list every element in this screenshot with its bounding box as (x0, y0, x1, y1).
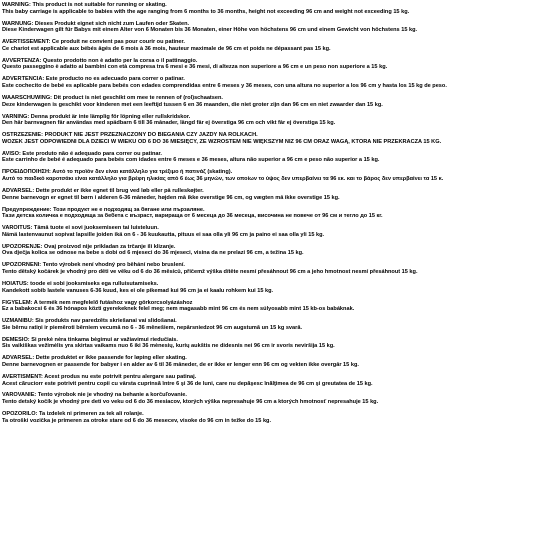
warning-text: This baby carriage is applicable to babies with the age ranging from 6 months to 36 months, height not exceeding 96 cm and weight not exceeding 15 kg. (2, 8, 410, 15)
warning-text: Tento dětský kočárek je vhodný pro děti ve věku od 6 do 36 měsíců, přičemž výška dítěte nesmí přesáhnout 96 cm a jeho hmotnost nesmí přesáhnout 15 kg. (2, 269, 418, 276)
warning-text: Este carrinho de bebé é adequado para bebés com idades entre 6 meses e 36 meses, altura não superior a 96 cm e peso não superior a 15 kg. (2, 157, 380, 164)
warning-block (2, 225, 548, 238)
warning-heading: UPOZORNĚNÍ: Tento výrobek není vhodný pro běhání nebo bruslení. (2, 262, 185, 269)
warning-block (2, 39, 548, 52)
warning-heading: UPOZORENJE: Ovaj proizvod nije prikladan za trčanje ili klizanje. (2, 243, 176, 250)
warning-heading: WARNUNG: Dieses Produkt eignet sich nicht zum Laufen oder Skaten. (2, 20, 190, 27)
warning-heading: ADVERTENCIA: Este producto no es adecuado para correr o patinar. (2, 76, 185, 83)
warning-block (2, 355, 548, 368)
warning-block (2, 318, 548, 331)
warning-block (2, 411, 548, 424)
warning-text: Тази детска количка е подходяща за бебета с възраст, варираща от 6 месеца до 36 месеца, височина не повече от 96 см и тегло до 15 кг. (2, 213, 383, 220)
warning-heading: ΠΡΟΕΙΔΟΠΟΙΗΣΗ: Αυτό το προϊόν δεν είναι κατάλληλο για τρέξιμο ή πατινάζ (skating). (2, 169, 233, 176)
warning-text: Šie bērnu ratiņi ir piemēroti bērniem vecumā no 6 - 36 mēnešiem, nepārsniedzot 96 cm augstumā un 15 kg svarā. (2, 324, 302, 331)
warning-block (2, 58, 548, 71)
warning-block (2, 21, 548, 34)
warning-text: Tento detský kočík je vhodný pre deti vo veku od 6 do 36 mesiacov, ktorých výška nepresahuje 96 cm a ktorých hmotnosť nepresahuje 15 kg. (2, 399, 379, 406)
warning-text: Deze kinderwagen is geschikt voor kinderen met een leeftijd tussen 6 en 36 maanden, die niet groter zijn dan 96 cm en niet zwaarder dan 15 kg. (2, 101, 383, 108)
warning-text: Denne barnevogn er egnet til børn i alderen 6-36 måneder, højden må ikke overstige 96 cm, og vægten må ikke overstige 15 kg. (2, 194, 340, 201)
warning-block (2, 2, 548, 15)
warning-text: Este cochecito de bebé es aplicable para bebés con edades comprendidas entre 6 meses y 36 meses, con una altura no superior a los 96 cm y hasta los 15 kg de peso. (2, 83, 447, 90)
warning-heading: WAARSCHUWING: Dit product is niet geschikt om mee te rennen of (rol)schaatsen. (2, 94, 223, 101)
warning-heading: FIGYELEM: A termék nem megfelelő futáshoz vagy görkorcsolyázáshoz (2, 299, 193, 306)
warning-block (2, 169, 548, 182)
warning-heading: AVISO: Este produto não é adequado para correr ou patinar. (2, 150, 162, 157)
warning-block (2, 374, 548, 387)
warning-block (2, 300, 548, 313)
warning-block (2, 151, 548, 164)
warning-text: Šis vaikiškas vežimėlis yra skirtas vaikams nuo 6 iki 36 mėnesių, kurių aukštis ne didesnis nei 96 cm ir svoris neviršija 15 kg. (2, 343, 335, 350)
warning-heading: HOIATUS: toode ei sobi jooksmiseks ega rulluisutamiseks. (2, 280, 159, 287)
warning-block (2, 281, 548, 294)
warning-block (2, 262, 548, 275)
warning-text: Αυτό το παιδικό καροτσάκι είναι κατάλληλο για βρέφη ηλικίας από 6 έως 36 μηνών, των οποίων το ύψος δεν υπερβαίνει τα 96 εκ. και το βάρος δεν υπερβαίνει τα 15 κ. (2, 176, 444, 183)
warning-heading: UZMANĪBU: Šis produkts nav paredzēts skriešanai vai slidošanai. (2, 318, 177, 325)
warning-heading: OSTRZEŻENIE: PRODUKT NIE JEST PRZEZNACZONY DO BIEGANIA CZY JAZDY NA ROLKACH. (2, 132, 258, 139)
warning-block (2, 244, 548, 257)
warning-heading: ADVARSEL: Dette produkt er ikke egnet til brug ved løb eller på rulleskøjter. (2, 187, 204, 194)
warning-block (2, 114, 548, 127)
warning-text: Acest căruciorr este potrivit pentru copii cu vârsta cuprinsă între 6 şi 36 de luni, care nu depăşesc înălţimea de 96 cm şi greutatea de 15 kg. (2, 380, 373, 387)
warning-text: Kandekott sobib lastele vanuses 6-36 kuud, kes ei ole pikemad kui 96 cm ja ei kaalu rohkem kui 15 kg. (2, 287, 274, 294)
warning-block (2, 132, 548, 145)
warning-text: WÓZEK JEST ODPOWIEDNI DLA DZIECI W WIEKU OD 6 DO 36 MIESIĘCY, ZE WZROSTEM NIE WIĘKSZYM NIŻ 96 CM ORAZ WAGĄ, KTÓRA NIE PRZEKRACZA 15 KG. (2, 138, 442, 145)
warning-text: Ce chariot est applicable aux bébés âgés de 6 mois à 36 mois, hauteur maximale de 96 cm et poids ne dépassant pas 15 kg. (2, 45, 331, 52)
warning-heading: WARNING: This product is not suitable for running or skating. (2, 2, 167, 8)
warning-block (2, 95, 548, 108)
warning-text: Nämä lastenvaunut sopivat lapsille joiden ikä on 6 - 36 kuukautta, pituus ei saa olla yli 96 cm ja paino ei saa olla yli 15 kg. (2, 231, 325, 238)
warning-heading: VARNING: Denna produkt är inte lämplig för löpning eller rullskridskor. (2, 113, 191, 120)
warning-block (2, 337, 548, 350)
warning-text: Den här barnvagnen får användas med spädbarn 6 till 36 månader, längd får ej överstiga 96 cm och vikt får ej överstiga 15 kg. (2, 120, 336, 127)
warning-text: Ta otroški vozička je primeren za otroke stare od 6 do 36 mesecev, visoke do 96 cm in težke do 15 kg. (2, 417, 272, 424)
warning-heading: DĖMESIO: Ši prekė nėra tinkama bėgimui ar važiavimui riedučiais. (2, 336, 178, 343)
warning-text: Denne barnevognen er passende for babyer i en alder av 6 til 36 måneder, de er ikke er lenger enn 96 cm og vekten ikke overgår 15 kg. (2, 361, 359, 368)
warning-heading: ADVARSEL: Dette produktet er ikke passende for løping eller skating. (2, 355, 187, 362)
warning-block (2, 188, 548, 201)
warning-heading: Предупреждение: Този продукт не е подходящ за бягане или пързаляне. (2, 206, 205, 213)
warning-heading: AVERTISMENT: Acest produs nu este potrivit pentru alergare sau patinaj. (2, 373, 197, 380)
warning-block (2, 207, 548, 220)
warning-heading: AVERTISSEMENT: Ce produit ne convient pas pour courir ou patiner. (2, 39, 185, 46)
warning-text: Ova dječja kolica se odnose na bebe s dobi od 6 mjeseci do 36 mjeseci, visina da ne prelazi 96 cm, a težina 15 kg. (2, 250, 304, 257)
warning-text: Diese Kinderwagen gilt für Babys mit einem Alter von 6 Monaten bis 36 Monaten, einer Höhe von höchstens 96 cm und einem Gewicht von höchstens 15 kg. (2, 27, 418, 34)
warning-heading: OPOZORILO: Ta izdelek ni primeren za tek ali rolanje. (2, 411, 144, 418)
warning-heading: VAROVANIE: Tento výrobok nie je vhodný na behanie a korčuľovanie. (2, 392, 187, 399)
warning-text: Ez a babakocsi 6 és 36 hónapos közti gyerekeknek felel meg; nem magasabb mint 96 cm és nem súlyosabb mint 15 kb-os babáknak. (2, 306, 355, 313)
warning-text: Questo passeggino è adatto ai bambini con età compresa tra 6 mesi e 36 mesi, di altezza non superiore a 96 cm e un peso non superiore a 15 kg. (2, 64, 388, 71)
warning-heading: VAROITUS: Tämä tuote ei sovi juoksemiseen tai luisteluun. (2, 225, 159, 232)
warning-heading: AVVERTENZA: Questo prodotto non è adatto per la corsa o il pattinaggio. (2, 57, 198, 64)
warning-block (2, 392, 548, 405)
warning-block (2, 76, 548, 89)
